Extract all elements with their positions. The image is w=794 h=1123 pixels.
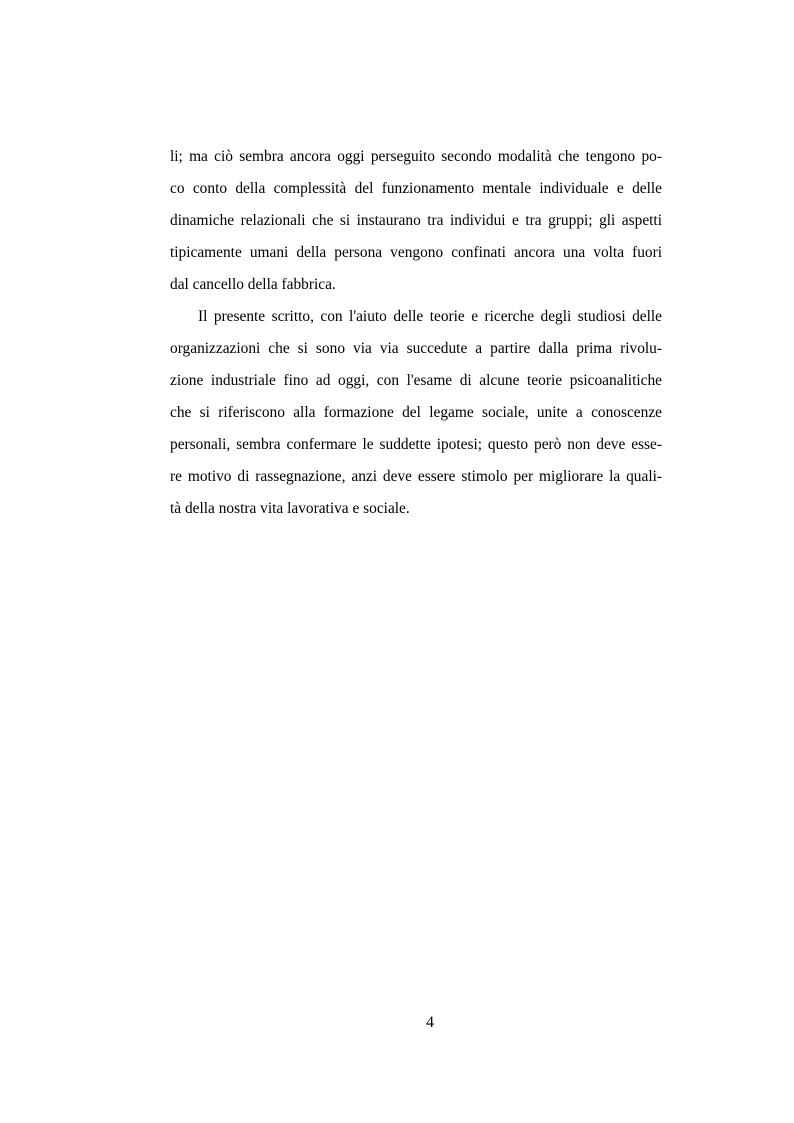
paragraph-1 xyxy=(170,141,662,301)
text-line: li; ma ciò sembra ancora oggi perseguito secondo modalità che tengono po- xyxy=(170,148,662,165)
text-line: re motivo di rassegnazione, anzi deve essere stimolo per migliorare la quali- xyxy=(170,468,662,485)
page-number: 4 xyxy=(426,1014,434,1031)
text-line: zione industriale fino ad oggi, con l'esame di alcune teorie psicoanalitiche xyxy=(170,372,662,389)
text-line: che si riferiscono alla formazione del legame sociale, unite a conoscenze xyxy=(170,404,662,421)
text-line: personali, sembra confermare le suddette ipotesi; questo però non deve esse- xyxy=(170,436,662,453)
text-line: Il presente scritto, con l'aiuto delle teorie e ricerche degli studiosi delle xyxy=(198,308,662,325)
paragraph-2 xyxy=(170,301,662,525)
text-line: dinamiche relazionali che si instaurano tra individui e tra gruppi; gli aspetti xyxy=(170,212,662,229)
text-line: co conto della complessità del funzionamento mentale individuale e delle xyxy=(170,180,662,197)
text-line: tipicamente umani della persona vengono confinati ancora una volta fuori xyxy=(170,244,662,261)
body-text xyxy=(170,141,662,525)
text-line: organizzazioni che si sono via via succedute a partire dalla prima rivolu- xyxy=(170,340,662,357)
text-line: tà della nostra vita lavorativa e sociale. xyxy=(170,500,410,517)
text-line: dal cancello della fabbrica. xyxy=(170,276,336,293)
